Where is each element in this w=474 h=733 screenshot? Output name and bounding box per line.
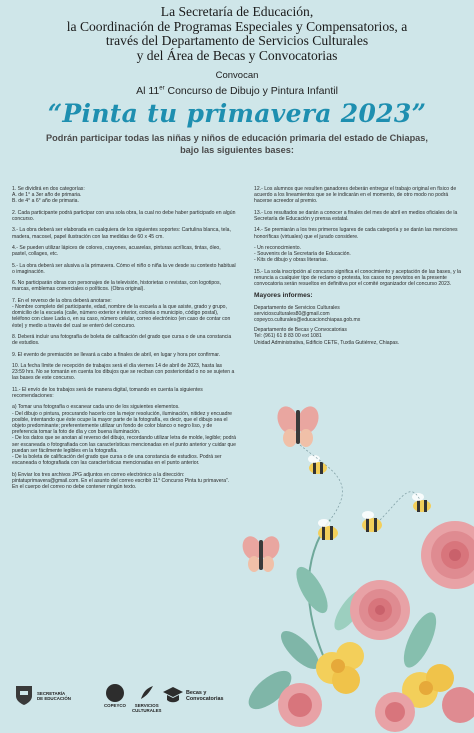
intro-text: Podrán participar todas las niñas y niños de educación primaria del estado de Chiapas, [46,133,428,144]
contact-info [254,305,464,346]
becas-logo [162,684,223,706]
base-item: 10. La fecha límite de recepción de trabajos será el día viernes 14 de abril de 2023, hasta las 23:59 hrs. No se tomarán en cuenta los dibujos que se reciban con posterioridad o no se sujeten a las bases de este concurso. [12,362,235,382]
prize-list: - Un reconocimiento. - Souvenirs de la Secretaría de Educación. - Kits de dibujo y obras literarias. [254,244,351,264]
secretaria-logo [14,684,71,706]
copeyco-text: COPEYCO [104,703,126,708]
base-item: 14.- Se premiarán a los tres primeros lugares de cada categoría y se darán las menciones honoríficas (virtuales) que el jurado considere. [254,227,458,240]
organizer-line: y del Área de Becas y Convocatorias [136,47,338,63]
contest-prefix: Al 11 [136,85,160,98]
base-item: 12.- Los alumnos que resulten ganadores deberán entregar el trabajo original en físico de acuerdo a los lineamientos que se le indicarán en el momento, de otro modo no podrá hacerse acreedor al premio. [254,186,457,205]
base-item: a) Tomar una fotografía o escanear cada uno de los siguientes elementos. - Del dibujo o pintura, procurando hacerlo con la mejor resolución, iluminación, nitidez y encuadre posible, intentando que éste ocupe la mayor parte de la fotografía, es decir, que el dibujo sea el objeto predominante; preferentemente utilizar un fondo de color blanco o negro liso, y de preferencia tomar la foto de día y con buena iluminación. - De los datos que se anotan al reverso del dibujo, recordando utilizar letra de molde, legible; podrá ser escaneada o fotografiada con las características mencionadas en el punto anterior y cuidar que puedan ser fácilmente legibles en la fotografía. - De la boleta de calificación del grado que cursa o de una constancia de estudios. Podrá ser escaneada o fotografiada con las características mencionadas en el punto anterior. [12,404,236,467]
organizer-line: La Secretaría de Educación, [160,4,314,19]
convocan-label: Convocan [215,70,259,82]
base-item: 1. Se dividirá en dos categorías: A. de 1° a 3er año de primaria. B. de 4° a 6° año de primaria. [12,186,85,205]
logo-strip [0,676,474,733]
secretaria-text: SECRETARÍA DE EDUCACIÓN [37,690,71,701]
contact-block: Departamento de Becas y Convocatorias Tel: (961) 61 8 83 00 ext 1081 Unidad Administrativa, Edificio CETE, Tuxtla Gutiérrez, Chiapas. [254,327,400,346]
servicios-text: SERVICIOS CULTURALES [132,703,162,713]
base-item: 13.- Los resultados se darán a conocer a finales del mes de abril en medios oficiales de la Secretaría de Educación y prensa estatal. [254,209,458,222]
base-item: 3.- La obra deberá ser elaborada en cualquiera de los siguientes soportes: Cartulina blanca, tela, madera, macosel, papel ilustración con las medidas de 60 x 45 cm. [12,227,231,240]
base-item: b) Enviar los tres archivos JPG adjuntos en correo electrónico a la dirección: pintatuprimavera@gmail.com. En el asunto del correo escribir 11° Concurso Pinta tu primavera”. En el cuerpo del correo no debe contener ningún texto. [12,471,230,490]
base-item: 5.- La obra deberá ser alusiva a la primavera. Cómo el niño o niña la ve desde su contexto habitual o imaginación. [12,262,236,275]
base-item: 6. No participarán obras con personajes de la televisión, historietas o revistas, con logotipos, marcas, emblemas comerciales o políticos. (Obra original). [12,280,221,293]
base-item: 11.- El envío de los trabajos será de manera digital, tomando en cuenta la siguientes recomendaciones: [12,386,203,399]
seal-icon [14,684,34,706]
contact-block: Departamento de Servicios Culturales serviciosculturales80@gmail.com copeyco.culturales@educacionchiapas.gob.mx [254,304,361,323]
base-item: 8. Deberá incluir una fotografía de boleta de calificación del grado que cursa o de una constancia de estudios. [12,333,232,347]
header [0,5,474,156]
copeyco-icon [106,684,124,702]
base-item: 15.- La sola inscripción al concurso significa el conocimiento y aceptación de las bases, y la renuncia a cualquier tipo de reclamo o protesta, los casos no previstos en la presente convocatoria serán resueltos en definitiva por el comité organizador del concurso 2023. [254,268,461,288]
more-info-title: Mayores informes: [254,292,313,300]
bases-right-column [254,186,464,350]
contest-superscript: er [159,85,165,92]
contest-rest: Concurso de Dibujo y Pintura Infantil [164,85,338,98]
base-item: 9. El evento de premiación se llevará a cabo a finales de abril, en lugar y hora por confirmar. [12,351,221,358]
organizer-line: la Coordinación de Programas Especiales y Compensatorios, a [66,18,408,34]
culture-icon [138,684,156,702]
becas-text: Becas y Convocatorias [186,689,224,702]
contest-title [0,85,474,97]
graduation-cap-icon [162,684,184,706]
slogan: “Pinta tu primavera 2023” [47,99,427,129]
servicios-logo [132,684,161,713]
organizer-line: través del Departamento de Servicios Culturales [105,33,369,49]
bases-left-column [12,186,236,495]
base-item: 2. Cada participante podrá participar con una sola obra, la cual no debe haber participado en algún concurso. [12,209,236,222]
rose-flower [421,521,474,589]
copeyco-logo [104,684,126,708]
intro-text-2: bajo las siguientes bases: [180,144,294,155]
base-item: 7. En el reverso de la obra deberá anotarse: - Nombre completo del participante, edad, nombre de la escuela a la que asiste, grado y grupo, domicilio de la escuela (calle, número exterior e interior, colonia o municipio, código postal), teléfono con clave Lada o, en su caso, número celular, correo electrónico (en caso de contar con éste) y medio a través del cual se enteró del concurso. [12,297,231,329]
base-item: 4.- Se pueden utilizar lápices de colores, crayones, acuarelas, pinturas acrílicas, tintas, óleo, pastel, collages, etc. [12,244,221,258]
